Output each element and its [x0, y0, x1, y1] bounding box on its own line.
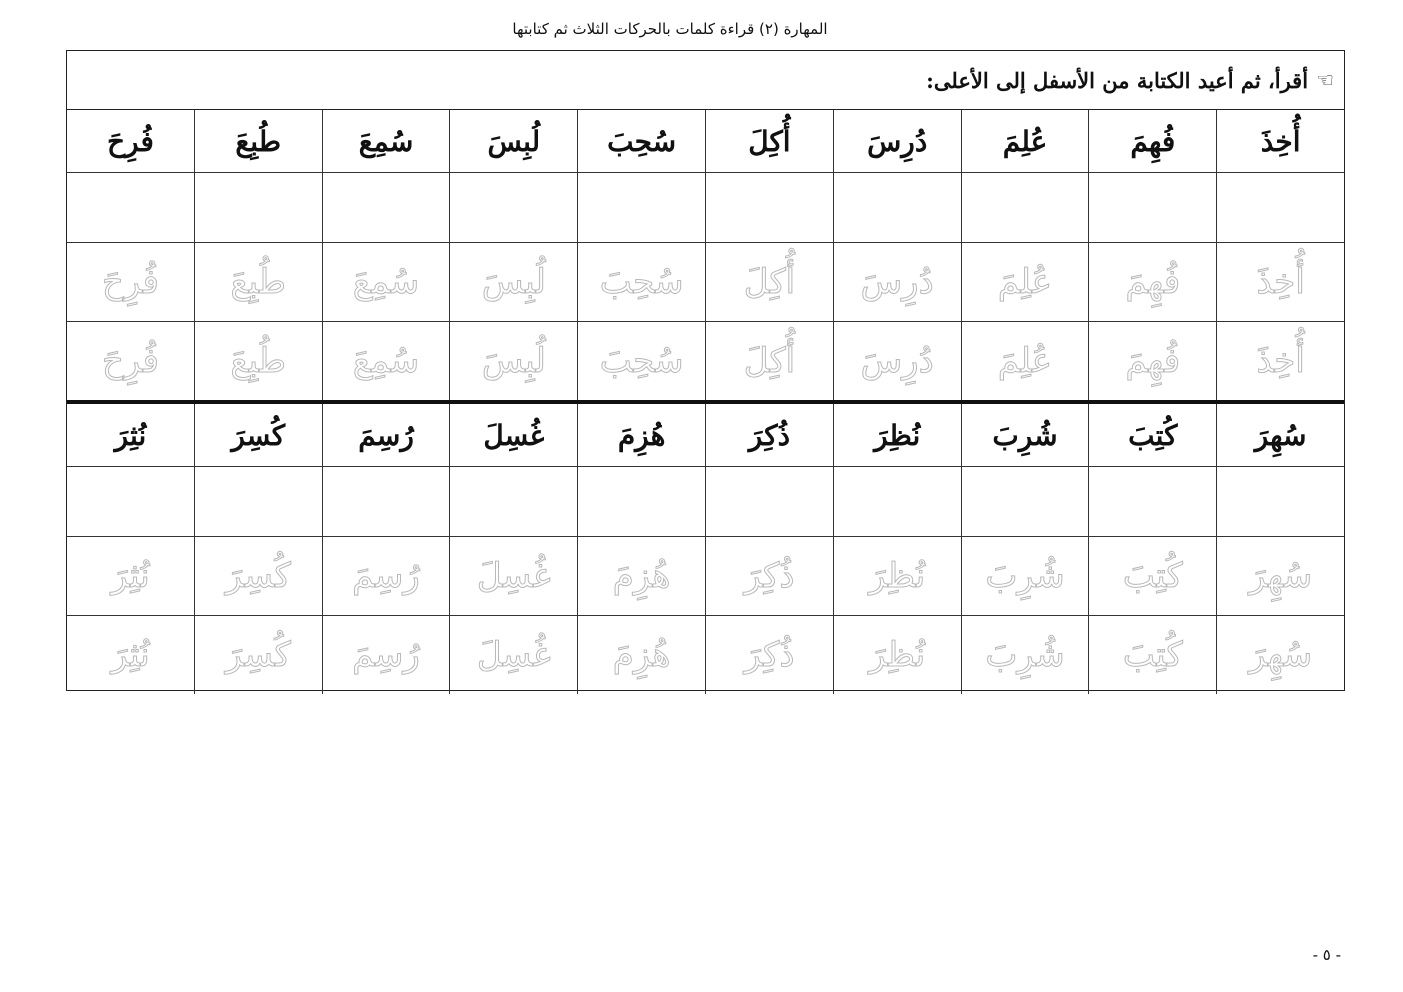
- word-cell: [961, 110, 1089, 172]
- writing-cell[interactable]: [194, 173, 322, 242]
- word: نُظِرَ: [874, 418, 921, 452]
- instruction-text: أقرأ، ثم أعيد الكتابة من الأسفل إلى الأعلى:: [926, 67, 1309, 93]
- word: غُسِلَ: [483, 418, 545, 452]
- trace-word: أُكِلَ: [743, 262, 796, 302]
- word-cell: [67, 404, 194, 466]
- trace-cell[interactable]: [705, 616, 833, 694]
- word: نُثِرَ: [114, 418, 147, 452]
- word-cell: [577, 404, 705, 466]
- trace-cell[interactable]: [961, 537, 1089, 615]
- trace-cell[interactable]: [577, 537, 705, 615]
- trace-cell[interactable]: [194, 243, 322, 321]
- trace-word: نُظِرَ: [869, 556, 926, 596]
- trace-word: فُهِمَ: [1125, 341, 1181, 381]
- page-number: - ٥ -: [1312, 946, 1341, 964]
- writing-cell[interactable]: [1216, 467, 1344, 536]
- writing-cell[interactable]: [67, 173, 194, 242]
- trace-cell[interactable]: [833, 537, 961, 615]
- trace-cell[interactable]: [577, 616, 705, 694]
- trace-cell[interactable]: [577, 243, 705, 321]
- trace-word: نُثِرَ: [111, 635, 150, 675]
- trace-cell[interactable]: [705, 243, 833, 321]
- writing-cell[interactable]: [577, 173, 705, 242]
- writing-cell[interactable]: [322, 173, 450, 242]
- trace-cell[interactable]: [1216, 322, 1344, 400]
- section1-trace-row: [67, 322, 1344, 404]
- trace-word: شُرِبَ: [985, 635, 1065, 675]
- trace-word: رُسِمَ: [352, 635, 420, 675]
- trace-cell[interactable]: [194, 537, 322, 615]
- word-cell: [194, 110, 322, 172]
- trace-word: طُبِعَ: [230, 262, 286, 302]
- trace-cell[interactable]: [577, 322, 705, 400]
- trace-word: كُتِبَ: [1122, 556, 1183, 596]
- section1-blank-row: [67, 173, 1344, 243]
- word: دُرِسَ: [867, 124, 928, 158]
- trace-word: سُمِعَ: [352, 341, 420, 381]
- writing-cell[interactable]: [705, 173, 833, 242]
- trace-word: أُكِلَ: [743, 341, 796, 381]
- trace-word: رُسِمَ: [352, 556, 420, 596]
- trace-cell[interactable]: [67, 537, 194, 615]
- word-cell: [322, 110, 450, 172]
- trace-word: دُرِسَ: [860, 262, 934, 302]
- trace-word: ذُكِرَ: [744, 635, 795, 675]
- pointing-hand-icon: ☞: [1316, 68, 1334, 92]
- trace-cell[interactable]: [322, 616, 450, 694]
- trace-cell[interactable]: [449, 322, 577, 400]
- trace-cell[interactable]: [449, 243, 577, 321]
- trace-cell[interactable]: [67, 616, 194, 694]
- word: سُهِرَ: [1254, 418, 1307, 452]
- trace-cell[interactable]: [1088, 537, 1216, 615]
- trace-cell[interactable]: [194, 322, 322, 400]
- writing-cell[interactable]: [961, 173, 1089, 242]
- word-cell: [322, 404, 450, 466]
- word-cell: [833, 404, 961, 466]
- trace-cell[interactable]: [833, 322, 961, 400]
- trace-word: سُحِبَ: [599, 341, 684, 381]
- practice-grid: [67, 110, 1344, 694]
- trace-word: فُرِحَ: [101, 341, 159, 381]
- trace-word: كُتِبَ: [1122, 635, 1183, 675]
- word: رُسِمَ: [358, 418, 414, 452]
- trace-word: عُلِمَ: [997, 341, 1053, 381]
- trace-cell[interactable]: [961, 322, 1089, 400]
- word: طُبِعَ: [235, 124, 282, 158]
- instruction-bar: [67, 51, 1344, 110]
- word: أُخِذَ: [1260, 124, 1301, 158]
- trace-cell[interactable]: [833, 616, 961, 694]
- word: هُزِمَ: [617, 418, 666, 452]
- trace-cell[interactable]: [1088, 616, 1216, 694]
- word: أُكِلَ: [748, 124, 791, 158]
- trace-word: دُرِسَ: [860, 341, 934, 381]
- word: عُلِمَ: [1002, 124, 1048, 158]
- section1-word-row: [67, 110, 1344, 173]
- trace-cell[interactable]: [961, 243, 1089, 321]
- trace-cell[interactable]: [67, 243, 194, 321]
- word: كُسِرَ: [231, 418, 286, 452]
- trace-word: فُرِحَ: [101, 262, 159, 302]
- trace-word: هُزِمَ: [612, 556, 671, 596]
- writing-cell[interactable]: [833, 173, 961, 242]
- word-cell: [577, 110, 705, 172]
- trace-cell[interactable]: [1088, 243, 1216, 321]
- trace-word: هُزِمَ: [612, 635, 671, 675]
- trace-word: أُخِذَ: [1256, 341, 1305, 381]
- trace-word: سُهِرَ: [1249, 556, 1313, 596]
- word-cell: [1088, 110, 1216, 172]
- section2-trace-row: [67, 616, 1344, 694]
- trace-word: سُحِبَ: [599, 262, 684, 302]
- trace-cell[interactable]: [1216, 616, 1344, 694]
- word: شُرِبَ: [992, 418, 1058, 452]
- word-cell: [67, 110, 194, 172]
- trace-cell[interactable]: [194, 616, 322, 694]
- trace-word: فُهِمَ: [1125, 262, 1181, 302]
- word-cell: [1216, 110, 1344, 172]
- trace-word: طُبِعَ: [230, 341, 286, 381]
- trace-cell[interactable]: [322, 537, 450, 615]
- trace-word: سُهِرَ: [1249, 635, 1313, 675]
- trace-word: لُبِسَ: [481, 262, 546, 302]
- word-cell: [705, 110, 833, 172]
- trace-cell[interactable]: [1216, 243, 1344, 321]
- word: فُرِحَ: [106, 124, 154, 158]
- writing-cell[interactable]: [961, 467, 1089, 536]
- trace-word: غُسِلَ: [476, 556, 551, 596]
- trace-word: لُبِسَ: [481, 341, 546, 381]
- trace-word: نُظِرَ: [869, 635, 926, 675]
- word: فُهِمَ: [1130, 124, 1176, 158]
- worksheet-table: [66, 50, 1345, 691]
- writing-cell[interactable]: [1088, 467, 1216, 536]
- word-cell: [833, 110, 961, 172]
- trace-word: سُمِعَ: [352, 262, 420, 302]
- writing-cell[interactable]: [833, 467, 961, 536]
- section2-trace-row: [67, 537, 1344, 616]
- word: سُحِبَ: [607, 124, 677, 158]
- word-cell: [1088, 404, 1216, 466]
- writing-cell[interactable]: [577, 467, 705, 536]
- trace-cell[interactable]: [449, 616, 577, 694]
- writing-cell[interactable]: [449, 467, 577, 536]
- writing-cell[interactable]: [194, 467, 322, 536]
- trace-cell[interactable]: [322, 243, 450, 321]
- trace-word: غُسِلَ: [476, 635, 551, 675]
- section2-blank-row: [67, 467, 1344, 537]
- word-cell: [449, 110, 577, 172]
- trace-word: كُسِرَ: [225, 556, 291, 596]
- word: لُبِسَ: [487, 124, 541, 158]
- writing-cell[interactable]: [705, 467, 833, 536]
- word-cell: [705, 404, 833, 466]
- trace-cell[interactable]: [67, 322, 194, 400]
- trace-cell[interactable]: [705, 537, 833, 615]
- trace-word: كُسِرَ: [225, 635, 291, 675]
- trace-cell[interactable]: [961, 616, 1089, 694]
- trace-cell[interactable]: [705, 322, 833, 400]
- word-cell: [961, 404, 1089, 466]
- word: سُمِعَ: [358, 124, 414, 158]
- word-cell: [449, 404, 577, 466]
- word-cell: [1216, 404, 1344, 466]
- writing-cell[interactable]: [67, 467, 194, 536]
- trace-word: أُخِذَ: [1256, 262, 1305, 302]
- writing-cell[interactable]: [1088, 173, 1216, 242]
- trace-word: نُثِرَ: [111, 556, 150, 596]
- page-title: المهارة (٢) قراءة كلمات بالحركات الثلاث ثم كتابتها: [512, 20, 828, 38]
- word: كُتِبَ: [1128, 418, 1178, 452]
- trace-cell[interactable]: [833, 243, 961, 321]
- trace-word: عُلِمَ: [997, 262, 1053, 302]
- section1-trace-row: [67, 243, 1344, 322]
- word-cell: [194, 404, 322, 466]
- writing-cell[interactable]: [1216, 173, 1344, 242]
- section2-word-row: [67, 404, 1344, 467]
- word: ذُكِرَ: [748, 418, 791, 452]
- trace-cell[interactable]: [322, 322, 450, 400]
- writing-cell[interactable]: [449, 173, 577, 242]
- trace-word: ذُكِرَ: [744, 556, 795, 596]
- trace-word: شُرِبَ: [985, 556, 1065, 596]
- trace-cell[interactable]: [449, 537, 577, 615]
- writing-cell[interactable]: [322, 467, 450, 536]
- trace-cell[interactable]: [1216, 537, 1344, 615]
- trace-cell[interactable]: [1088, 322, 1216, 400]
